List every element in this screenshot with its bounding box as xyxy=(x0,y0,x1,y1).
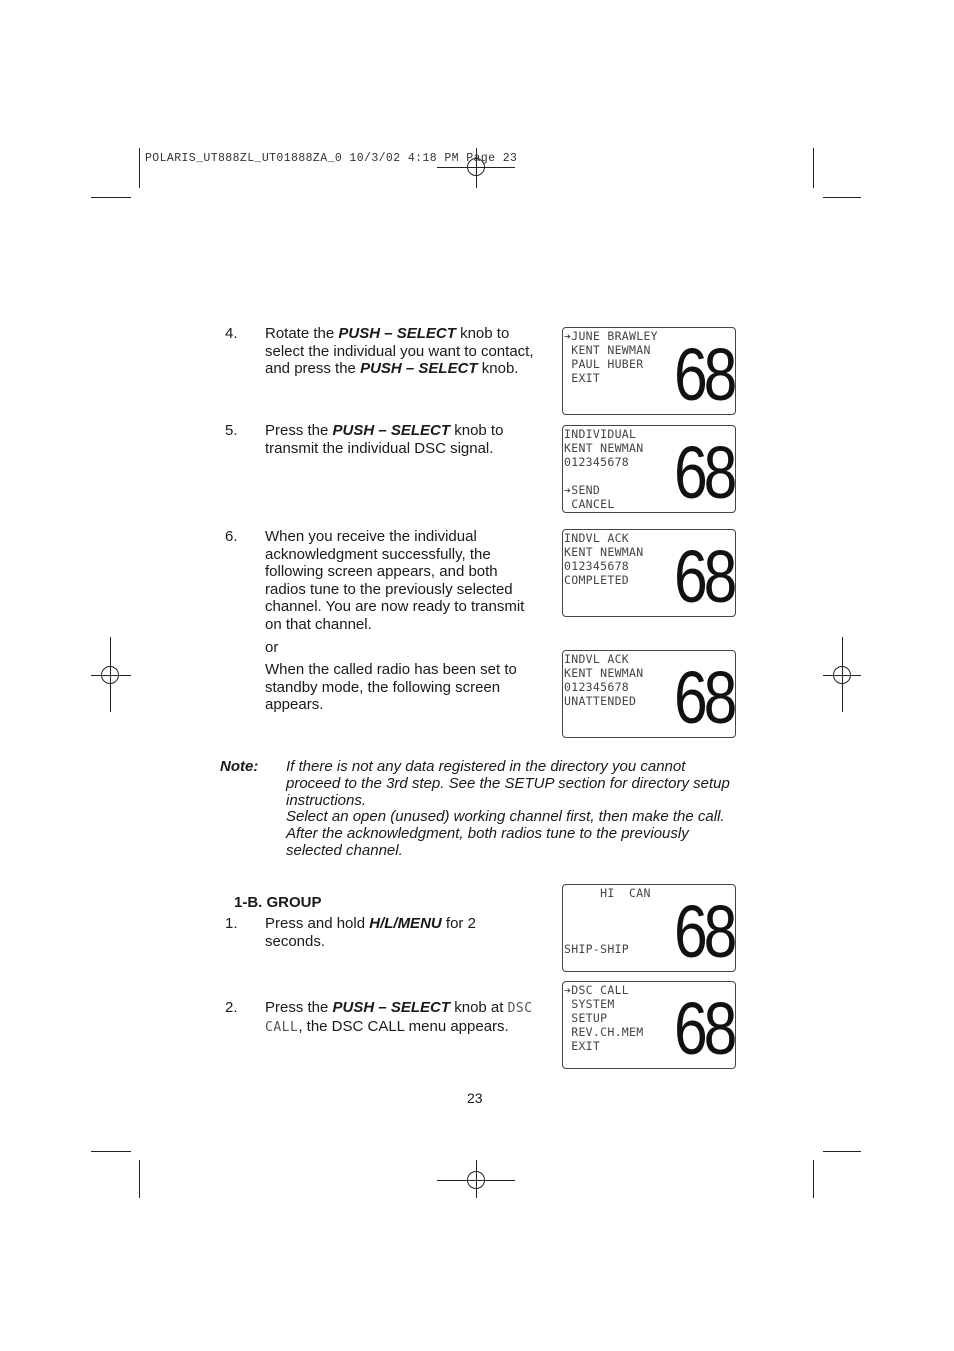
crop-mark xyxy=(91,1151,131,1152)
lcd-screen xyxy=(562,981,736,1069)
step-number: 4. xyxy=(225,325,238,342)
crop-mark xyxy=(139,148,140,188)
lcd-menu-text: ➔DSC CALL SYSTEM SETUP REV.CH.MEM EXIT xyxy=(564,983,644,1053)
step-number: 1. xyxy=(225,915,238,932)
lcd-menu-text: INDVL ACK KENT NEWMAN 012345678 COMPLETED xyxy=(564,531,644,587)
registration-circle-icon xyxy=(833,666,851,684)
lcd-screen xyxy=(562,425,736,513)
lcd-screen xyxy=(562,529,736,617)
or-text: or xyxy=(265,639,279,656)
channel-number: 68 xyxy=(673,890,733,973)
channel-number: 68 xyxy=(673,987,733,1070)
step-number: 6. xyxy=(225,528,238,545)
crop-mark xyxy=(139,1160,140,1198)
print-slug: POLARIS_UT888ZL_UT01888ZA_0 10/3/02 4:18 PM Page 23 xyxy=(145,152,518,165)
lcd-menu-text: INDIVIDUAL KENT NEWMAN 012345678 ➔SEND CANCEL xyxy=(564,427,644,511)
step-text: Press the PUSH – SELECT knob at DSC CALL, the DSC CALL menu appears. xyxy=(265,999,533,1035)
step-number: 5. xyxy=(225,422,238,439)
step-number: 2. xyxy=(225,999,238,1016)
step-text: Press and hold H/L/MENU for 2 seconds. xyxy=(265,915,476,950)
channel-number: 68 xyxy=(673,431,733,514)
lcd-screen xyxy=(562,884,736,972)
channel-number: 68 xyxy=(673,333,733,416)
step-text: Rotate the PUSH – SELECT knob to select the individual you want to contact, and press the PUSH – SELECT knob. xyxy=(265,325,534,377)
channel-number: 68 xyxy=(673,656,733,739)
crop-mark xyxy=(813,1160,814,1198)
channel-number: 68 xyxy=(673,535,733,618)
registration-circle-icon xyxy=(467,1171,485,1189)
lcd-screen xyxy=(562,650,736,738)
standby-text: When the called radio has been set to standby mode, the following screen appears. xyxy=(265,661,517,713)
crop-mark xyxy=(91,197,131,198)
lcd-menu-text: INDVL ACK KENT NEWMAN 012345678 UNATTENDED xyxy=(564,652,644,708)
note-text: Select an open (unused) working channel first, then make the call. After the acknowledgment, both radios tune to the previously selected channel. xyxy=(286,808,725,859)
page-number: 23 xyxy=(467,1090,483,1106)
step-text: When you receive the individual acknowledgment successfully, the following screen appears, and both radios tune to the previously selected channel. You are now ready to transmit on that channel. xyxy=(265,528,525,633)
step-text: Press the PUSH – SELECT knob to transmit the individual DSC signal. xyxy=(265,422,504,457)
lcd-screen xyxy=(562,327,736,415)
lcd-menu-text: HI CAN SHIP-SHIP xyxy=(564,886,651,956)
crop-mark xyxy=(813,148,814,188)
registration-circle-icon xyxy=(101,666,119,684)
section-heading: 1-B. GROUP xyxy=(234,894,322,911)
note-label: Note: xyxy=(220,758,259,775)
crop-mark xyxy=(823,197,861,198)
note-text: If there is not any data registered in the directory you cannot proceed to the 3rd step. See the SETUP section for directory setup instructions. xyxy=(286,758,730,809)
lcd-inline-text: DSC CALL xyxy=(265,1001,533,1035)
crop-mark xyxy=(823,1151,861,1152)
lcd-menu-text: ➔JUNE BRAWLEY KENT NEWMAN PAUL HUBER EXIT xyxy=(564,329,658,385)
